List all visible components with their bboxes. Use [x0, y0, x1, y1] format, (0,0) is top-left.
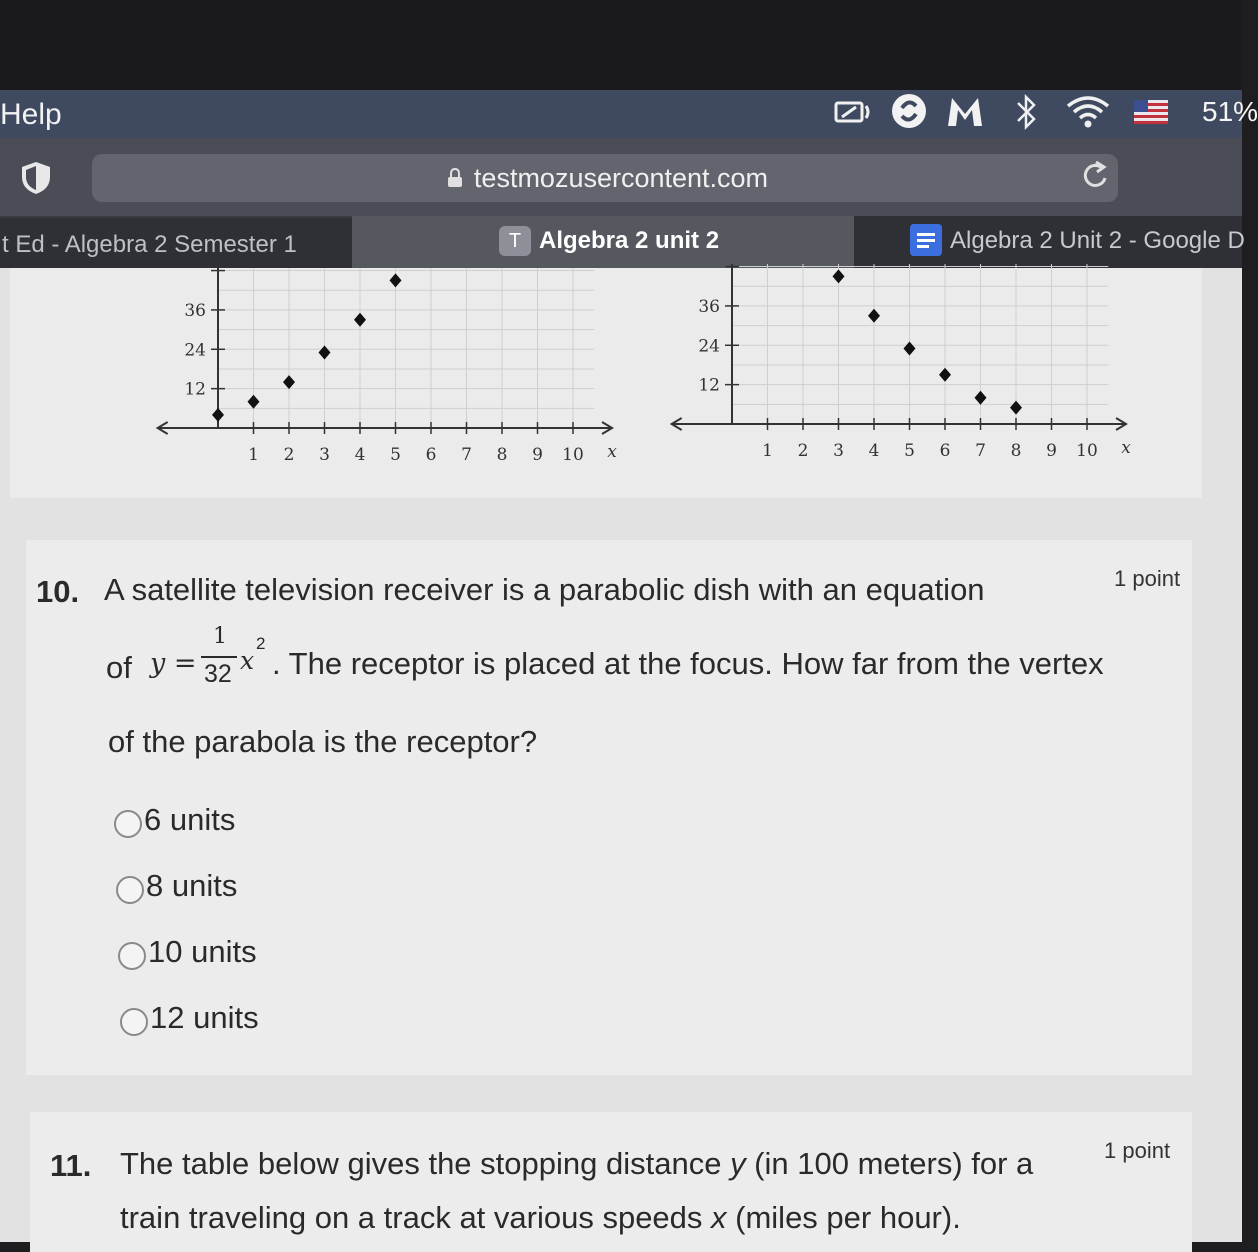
- x-tick-label: 4: [868, 441, 880, 461]
- data-point: [212, 408, 224, 422]
- input-source-flag-icon[interactable]: [1134, 100, 1168, 124]
- data-point: [390, 273, 402, 287]
- scatter-graph-1: [140, 268, 640, 468]
- y-tick-label: 24: [698, 336, 720, 357]
- data-point: [248, 395, 260, 409]
- x-tick-label: 8: [496, 445, 508, 465]
- scatter-graph-2: [652, 264, 1152, 464]
- tab-label: Algebra 2 unit 2: [539, 227, 720, 254]
- x-tick-label: 9: [532, 445, 543, 465]
- y-tick-label: 12: [698, 375, 720, 396]
- tab-label: t Ed - Algebra 2 Semester 1: [2, 231, 297, 258]
- answer-option-2[interactable]: [116, 868, 416, 912]
- equation-denominator: 32: [204, 660, 232, 688]
- equation-x: x: [240, 646, 255, 675]
- data-point: [1010, 401, 1022, 415]
- fraction-bar: [201, 656, 237, 658]
- question-text-line-1: A satellite television receiver is a parabolic dish with an equation: [104, 572, 985, 607]
- data-point: [939, 368, 951, 382]
- screen-bezel: [0, 0, 1242, 90]
- y-tick-label: 12: [184, 379, 206, 400]
- google-docs-icon: [910, 224, 942, 256]
- data-point: [354, 313, 366, 327]
- variable-y: y: [730, 1146, 746, 1181]
- tab-label: Algebra 2 Unit 2 - Google D: [950, 227, 1245, 254]
- option-label[interactable]: 12 units: [150, 1000, 259, 1035]
- radio-button[interactable]: [120, 1008, 148, 1036]
- x-axis-label: x: [607, 442, 617, 462]
- x-tick-label: 5: [904, 441, 915, 461]
- x-tick-label: 8: [1010, 441, 1022, 461]
- x-tick-label: 10: [562, 445, 584, 465]
- x-tick-label: 9: [1046, 441, 1057, 461]
- text-segment: (miles per hour).: [726, 1200, 961, 1235]
- reload-icon[interactable]: [1080, 158, 1110, 192]
- x-tick-label: 5: [390, 445, 401, 465]
- wifi-icon[interactable]: [1064, 92, 1112, 130]
- equation-exponent: 2: [256, 634, 266, 653]
- points-label: 1 point: [1114, 566, 1181, 591]
- x-tick-label: 7: [975, 441, 986, 461]
- url-text[interactable]: testmozusercontent.com: [473, 163, 769, 193]
- option-label[interactable]: 8 units: [146, 868, 238, 903]
- y-tick-label: 36: [698, 296, 720, 317]
- radio-button[interactable]: [118, 942, 146, 970]
- question-text-line-2: . The receptor is placed at the focus. How far from the vertex: [272, 646, 1104, 681]
- data-point: [833, 269, 845, 283]
- bluetooth-icon[interactable]: [1012, 92, 1040, 132]
- menu-help[interactable]: Help: [0, 98, 62, 131]
- y-tick-label: 24: [184, 340, 206, 361]
- question-text-line-3: of the parabola is the receptor?: [108, 724, 538, 759]
- question-text-of: of: [106, 650, 132, 685]
- variable-x: x: [711, 1200, 727, 1235]
- testmoz-favicon-icon: T: [499, 226, 531, 256]
- battery-percentage[interactable]: 51%: [1202, 96, 1258, 127]
- x-tick-label: 2: [797, 441, 809, 461]
- equation-numerator: 1: [213, 624, 227, 649]
- answer-option-1[interactable]: [114, 802, 414, 846]
- x-tick-label: 4: [354, 445, 366, 465]
- x-tick-label: 6: [425, 445, 437, 465]
- question-11-text-line-2: [120, 1200, 961, 1236]
- question-number: 10.: [36, 574, 80, 609]
- data-point: [319, 346, 331, 360]
- data-point: [868, 309, 880, 323]
- menu-bar: [0, 90, 1242, 138]
- x-tick-label: 3: [833, 441, 844, 461]
- x-tick-label: 6: [939, 441, 951, 461]
- data-point: [975, 391, 987, 405]
- points-label: 1 point: [1104, 1138, 1171, 1163]
- text-segment: train traveling on a track at various speeds: [120, 1200, 712, 1235]
- malwarebytes-icon[interactable]: [944, 92, 986, 130]
- x-tick-label: 1: [762, 441, 773, 461]
- text-segment: (in 100 meters) for a: [745, 1146, 1034, 1181]
- tab-algebra-semester[interactable]: [0, 218, 352, 268]
- answer-option-3[interactable]: [118, 934, 418, 978]
- option-label[interactable]: 6 units: [144, 802, 236, 837]
- text-segment: The table below gives the stopping distance: [120, 1146, 731, 1181]
- radio-button[interactable]: [116, 876, 144, 904]
- x-tick-label: 1: [248, 445, 259, 465]
- x-tick-label: 7: [461, 445, 472, 465]
- y-tick-label: 36: [184, 300, 206, 321]
- data-point: [283, 375, 295, 389]
- radio-button[interactable]: [114, 810, 142, 838]
- sync-app-icon[interactable]: [890, 92, 928, 130]
- option-label[interactable]: 10 units: [148, 934, 257, 969]
- data-point: [904, 342, 916, 356]
- answer-option-4[interactable]: [120, 1000, 420, 1044]
- x-tick-label: 10: [1076, 441, 1098, 461]
- question-number: 11.: [50, 1148, 92, 1183]
- x-tick-label: 3: [319, 445, 330, 465]
- equation-y: y =: [150, 648, 197, 679]
- x-axis-label: x: [1121, 438, 1131, 458]
- x-tick-label: 2: [283, 445, 295, 465]
- question-11-text-line-1: [120, 1146, 1033, 1182]
- screen-mirroring-icon[interactable]: [834, 98, 874, 126]
